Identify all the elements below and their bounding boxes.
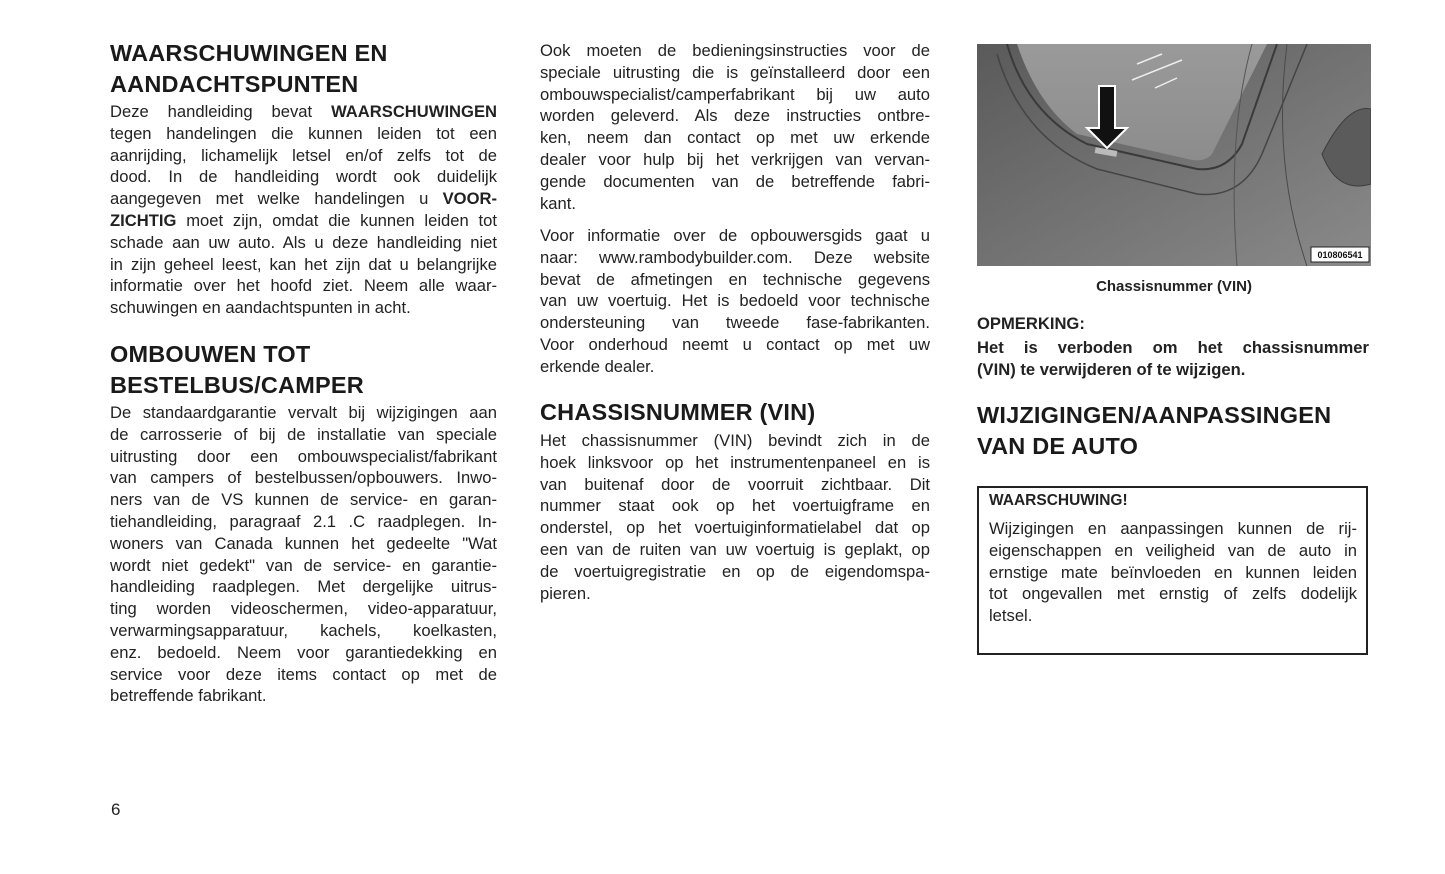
- text-line: worden geleverd. Als deze instructies ontbre-: [540, 106, 930, 126]
- bold-text: ZICHTIG: [110, 210, 177, 230]
- warning-title: WAARSCHUWING!: [989, 492, 1128, 509]
- text-line: ondersteuning van tweede fase-fabrikanten.: [540, 313, 930, 333]
- text-line: van buitenaf door de voorruit zichtbaar. Dit: [540, 474, 930, 494]
- text-line: [110, 188, 497, 210]
- page-number: 6: [111, 800, 121, 819]
- text-line: Ook moeten de bedieningsinstructies voor de: [540, 41, 930, 60]
- text-line: ken, neem dan contact op met uw erkende: [540, 128, 930, 148]
- text-line: kant.: [540, 193, 576, 213]
- text-line: [110, 101, 497, 123]
- text-line: dealer voor hulp bij het verkrijgen van vervan-: [540, 149, 930, 169]
- text-line: Het is verboden om het chassisnummer: [977, 338, 1369, 357]
- figure-caption: Chassisnummer (VIN): [1096, 278, 1252, 295]
- text-line: (VIN) te verwijderen of te wijzigen.: [977, 360, 1246, 379]
- text-line: betreffende fabrikant.: [110, 686, 267, 706]
- text-line: wordt niet gedekt" van de service- en garantie-: [110, 555, 497, 575]
- note-text: [977, 337, 1369, 381]
- text-line: van campers of bestelbussen/opbouwers. Inwo-: [110, 468, 497, 488]
- text-line: ners van de VS kunnen de service- en garan-: [110, 490, 497, 510]
- text-line: ting worden videoschermen, video-apparatuur,: [110, 599, 497, 619]
- text-line: de carrosserie of bij de installatie van speciale: [110, 424, 497, 444]
- text-line: onderstel, op het voertuiginformatielabel dat op: [540, 518, 930, 538]
- text-segment: moet zijn, omdat die kunnen leiden tot: [176, 210, 497, 230]
- text-line: de voertuigregistratie en op de eigendomspa-: [540, 561, 930, 581]
- text-line: speciale uitrusting die is geïnstalleerd door een: [540, 62, 930, 82]
- text-segment: aangegeven met welke handelingen u: [110, 189, 443, 209]
- text-line: gende documenten van de betreffende fabri-: [540, 171, 930, 191]
- text-line: aanrijding, lichamelijk letsel en/of zelfs tot de: [110, 145, 497, 165]
- text-line: in zijn geheel leest, kan het zijn dat u belangrijke: [110, 254, 497, 274]
- bold-text: WAARSCHUWINGEN: [331, 102, 497, 121]
- text-line: tiehandleiding, paragraaf 2.1 .C raadplegen. In-: [110, 511, 497, 531]
- text-line: BESTELBUS/CAMPER: [110, 372, 364, 398]
- text-line: van uw voertuig. Het is bedoeld voor technische: [540, 291, 930, 311]
- text-line: Voor onderhoud neemt u contact op met uw: [540, 334, 930, 354]
- bold-text: VOOR-: [442, 189, 497, 209]
- text-line: schuwingen en aandachtspunten in acht.: [110, 298, 411, 318]
- warning-box: [977, 486, 1368, 655]
- vin-location-figure: [977, 44, 1371, 266]
- dashboard-windshield-illustration: [977, 44, 1371, 266]
- text-line: Het chassisnummer (VIN) bevindt zich in de: [540, 431, 930, 450]
- text-line: [110, 210, 497, 232]
- text-line: schade aan uw auto. Als u deze handleiding niet: [110, 232, 497, 252]
- heading-warnings: [110, 38, 510, 100]
- paragraph-bodybuilder-guide: [540, 225, 930, 378]
- heading-conversion: [110, 339, 510, 401]
- text-line: service voor deze items contact op met de: [110, 664, 497, 684]
- text-line: OMBOUWEN TOT: [110, 341, 311, 367]
- paragraph-warnings: [110, 101, 497, 319]
- heading-modifications: [977, 400, 1397, 462]
- text-line: nummer staat ook op het voertuigframe en: [540, 496, 930, 516]
- text-line: handleiding raadplegen. Met dergelijke uitrus-: [110, 577, 497, 597]
- text-line: De standaardgarantie vervalt bij wijzigingen aan: [110, 403, 497, 422]
- warning-text: [989, 518, 1357, 627]
- heading-vin: [540, 397, 940, 428]
- text-line: CHASSISNUMMER (VIN): [540, 399, 816, 425]
- text-line: dood. In de handleiding wordt ook duidelijk: [110, 167, 497, 187]
- text-line: verwarmingsapparatuur, kachels, koelkasten,: [110, 620, 497, 640]
- paragraph-vin: [540, 430, 930, 604]
- paragraph-instructions: [540, 40, 930, 214]
- text-line: VAN DE AUTO: [977, 433, 1139, 459]
- text-line: WIJZIGINGEN/AANPASSINGEN: [977, 402, 1332, 428]
- text-line: WAARSCHUWINGEN EN: [110, 40, 388, 66]
- text-line: letsel.: [989, 606, 1033, 626]
- text-line: AANDACHTSPUNTEN: [110, 71, 359, 97]
- text-line: naar: www.rambodybuilder.com. Deze website: [540, 247, 930, 267]
- text-line: hoek linksvoor op het instrumentenpaneel en is: [540, 452, 930, 472]
- paragraph-conversion: [110, 402, 497, 707]
- text-line: informatie over het hoofd ziet. Neem alle waar-: [110, 276, 497, 296]
- note-label: OPMERKING:: [977, 314, 1085, 333]
- text-line: Voor informatie over de opbouwersgids gaat u: [540, 226, 930, 245]
- text-line: eigenschappen en veiligheid van de auto in: [989, 540, 1357, 560]
- text-line: ernstige mate beïnvloeden en kunnen leiden: [989, 562, 1357, 582]
- text-line: Wijzigingen en aanpassingen kunnen de rij-: [989, 519, 1357, 538]
- text-line: pieren.: [540, 583, 591, 603]
- text-line: ombouwspecialist/camperfabrikant bij uw auto: [540, 84, 930, 104]
- text-line: uitrusting door een ombouwspecialist/fabrikant: [110, 446, 497, 466]
- text-line: woners van Canada kunnen het gedeelte "Wat: [110, 533, 497, 553]
- text-line: tegen handelingen die kunnen leiden tot een: [110, 123, 497, 143]
- text-line: bevat de afmetingen en technische gegevens: [540, 269, 930, 289]
- text-line: tot ongevallen met ernstig of zelfs dodelijk: [989, 584, 1357, 604]
- text-line: erkende dealer.: [540, 356, 655, 376]
- text-segment: Deze handleiding bevat: [110, 102, 332, 121]
- text-line: een van de ruiten van uw voertuig is geplakt, op: [540, 539, 930, 559]
- figure-code: 010806541: [1317, 250, 1363, 260]
- text-line: enz. bedoeld. Neem voor garantiedekking en: [110, 642, 497, 662]
